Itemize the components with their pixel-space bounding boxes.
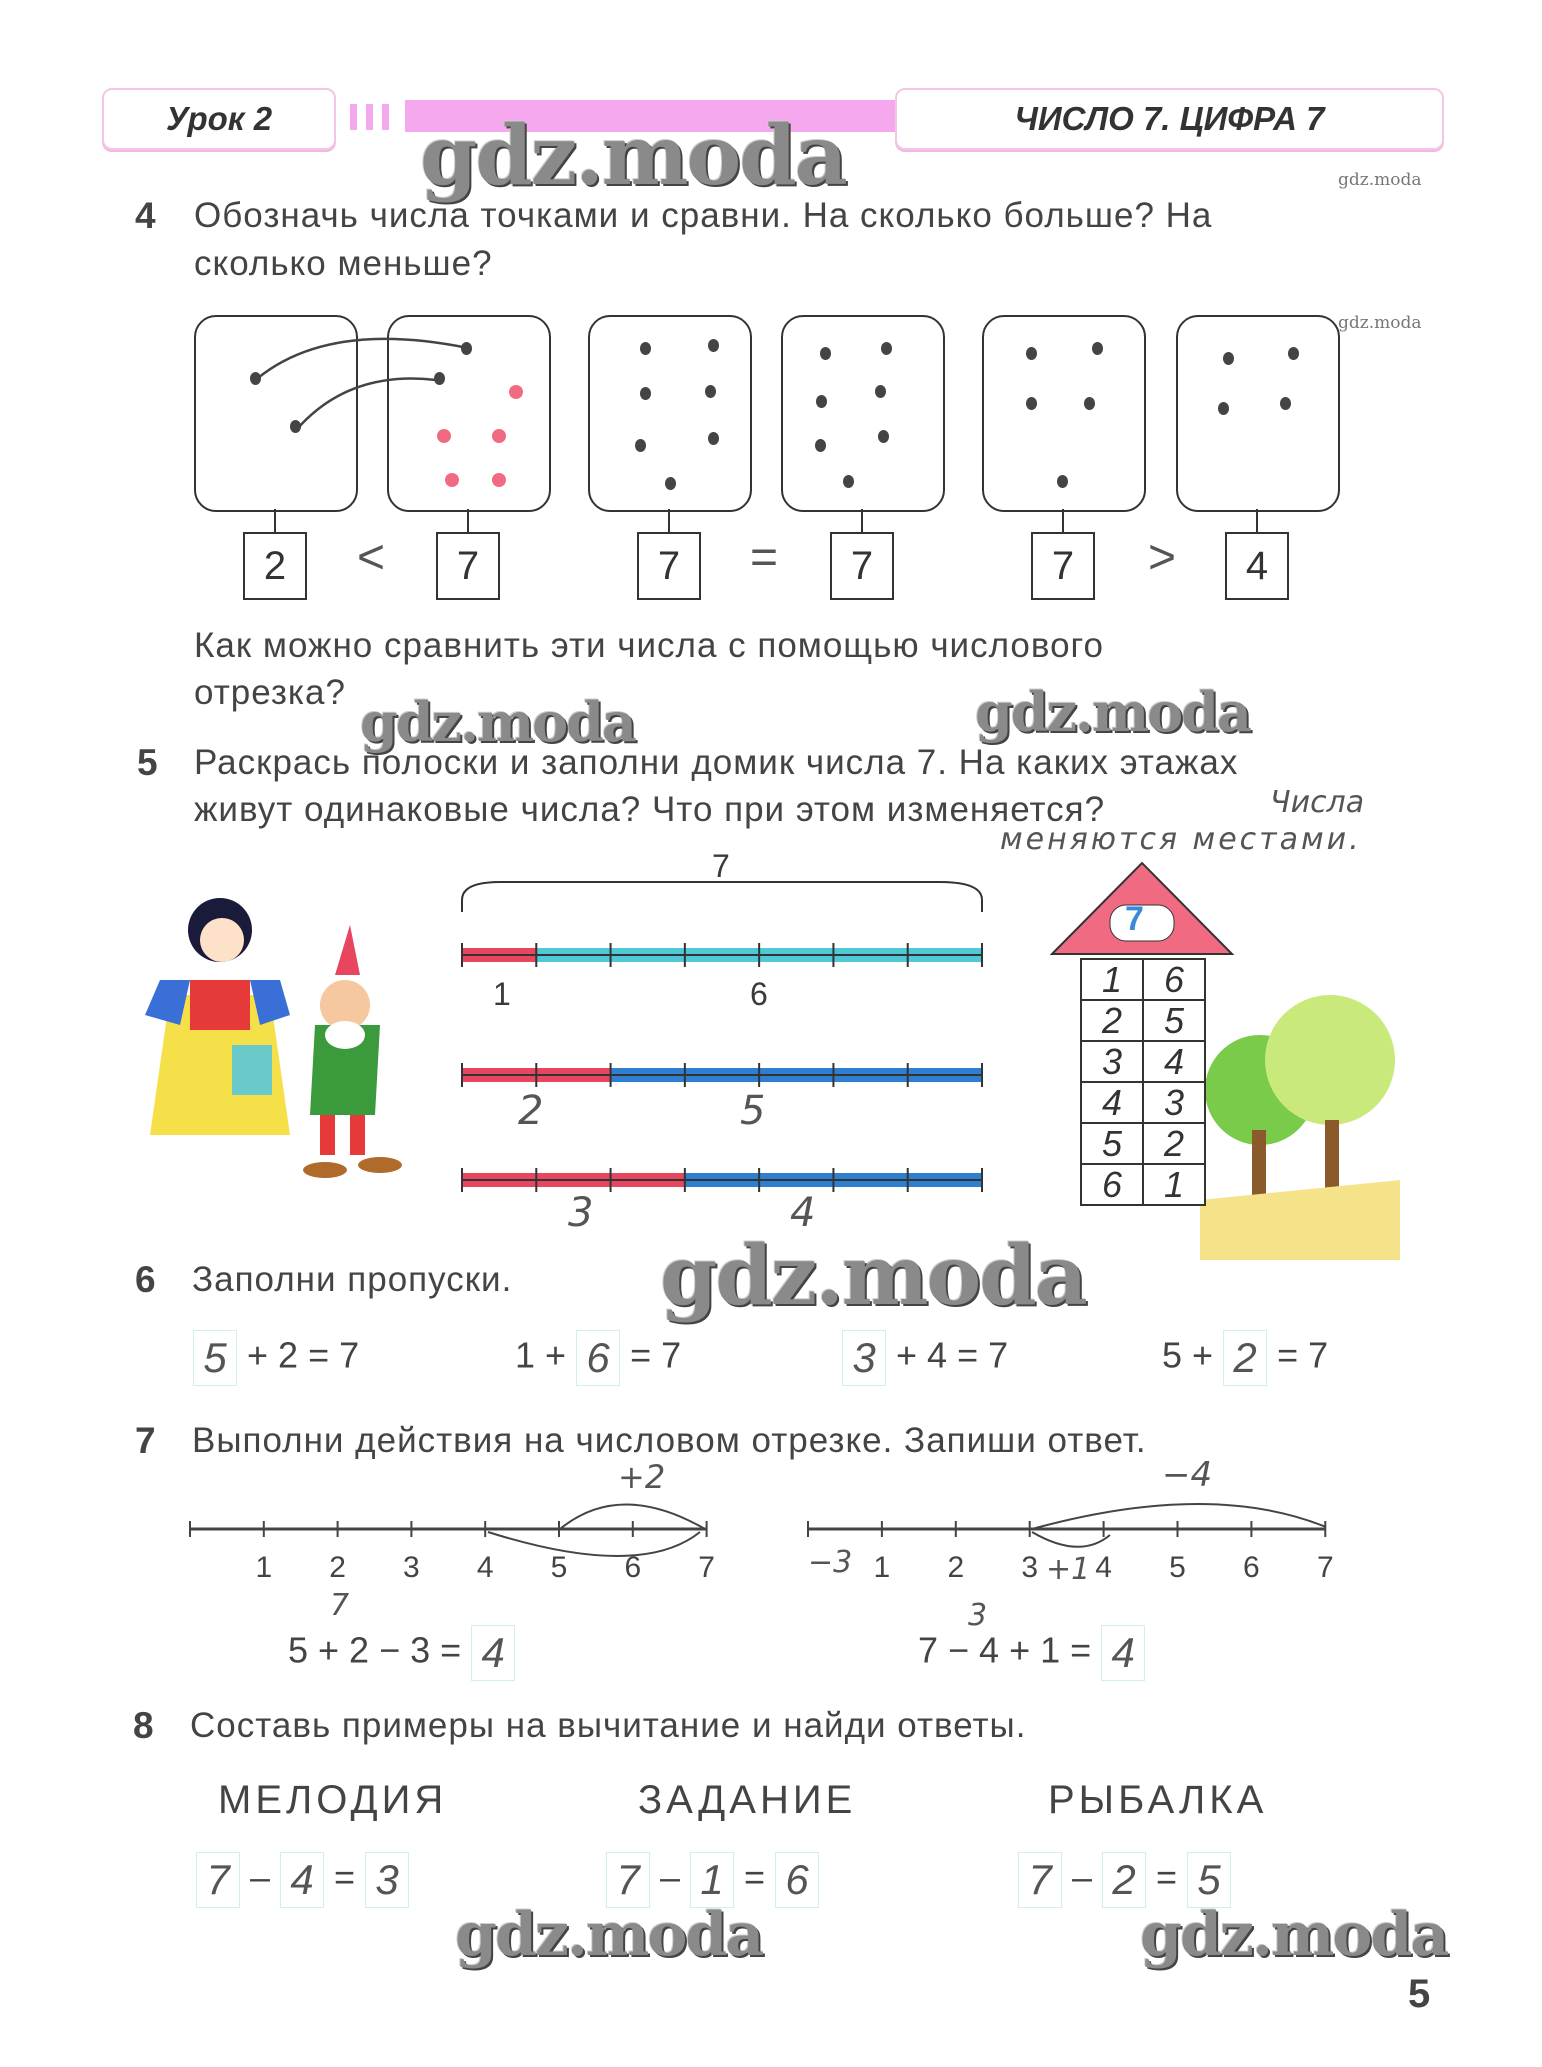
watermark-small: gdz.moda xyxy=(1338,170,1422,190)
tick-label: 2 xyxy=(947,1551,965,1584)
task-text: живут одинаковые числа? Что при этом изменяется? xyxy=(194,790,1106,829)
expression-left: 5 + 2 − 3 = 4 xyxy=(288,1625,515,1681)
tick-label: 1 xyxy=(873,1551,891,1584)
task-text: сколько меньше? xyxy=(194,244,493,283)
number-box[interactable]: 7 xyxy=(1031,532,1095,600)
arc-label: −3 xyxy=(808,1545,853,1580)
house-cell[interactable]: 2 xyxy=(1082,1001,1144,1040)
subtraction-equation: 7 – 4 = 3 xyxy=(196,1852,409,1908)
answer-box[interactable]: 4 xyxy=(1101,1625,1145,1681)
watermark: gdz.moda xyxy=(975,680,1250,744)
dot-card xyxy=(982,315,1146,512)
strip-label: 4 xyxy=(790,1190,816,1236)
topic-title: ЧИСЛО 7. ЦИФРА 7 xyxy=(895,88,1444,150)
tick-label: 2 xyxy=(329,1551,346,1584)
tick-label: 7 xyxy=(698,1551,715,1584)
fill-equation: 5 + 2 = 7 xyxy=(193,1330,359,1386)
tick-label: 5 xyxy=(550,1551,568,1584)
answer-box[interactable]: 2 xyxy=(1223,1330,1267,1386)
answer-box[interactable]: 3 xyxy=(842,1330,886,1386)
subtraction-equation: 7 – 1 = 6 xyxy=(606,1852,819,1908)
task-text: Выполни действия на числовом отрезке. Запиши ответ. xyxy=(192,1421,1147,1460)
watermark: gdz.moda xyxy=(1140,1900,1448,1970)
word: ЗАДАНИЕ xyxy=(638,1778,857,1822)
strip-label: 6 xyxy=(750,976,768,1012)
tick-label: 6 xyxy=(624,1551,642,1584)
house-number: 7 xyxy=(1125,900,1144,938)
answer-box[interactable]: 6 xyxy=(576,1330,620,1386)
tick-label: 1 xyxy=(255,1551,273,1584)
page-number: 5 xyxy=(1408,1972,1431,2016)
strip-label: 5 xyxy=(740,1088,766,1134)
expression-right: 7 − 4 + 1 = 4 xyxy=(918,1625,1145,1681)
trees-illustration xyxy=(1200,970,1410,1270)
task-number: 7 xyxy=(135,1420,156,1461)
compare-sign[interactable]: < xyxy=(357,531,386,584)
arc-label: +1 xyxy=(1046,1552,1091,1587)
tick-label: 3 xyxy=(1021,1551,1039,1584)
house-cell[interactable]: 6 xyxy=(1163,959,1185,1000)
tick-label: 7 xyxy=(1316,1551,1334,1584)
task-number: 6 xyxy=(135,1259,156,1300)
task-text: Раскрась полоски и заполни домик числа 7. На каких этажах xyxy=(194,743,1239,782)
fill-equation: 1 + 6 = 7 xyxy=(515,1330,681,1386)
answer-box[interactable]: 4 xyxy=(471,1625,515,1681)
task-question: отрезка? xyxy=(194,673,346,712)
house-cell[interactable]: 1 xyxy=(1082,960,1144,999)
watermark: gdz.moda xyxy=(420,108,846,204)
strip-label: 3 xyxy=(568,1190,594,1236)
watermark: gdz.moda xyxy=(455,1900,763,1970)
snow-white-and-gnome-illustration xyxy=(140,885,410,1205)
strip-total: 7 xyxy=(712,848,730,884)
fill-equation: 3 + 4 = 7 xyxy=(842,1330,1008,1386)
tick-label: 5 xyxy=(1169,1551,1186,1584)
number-lines xyxy=(0,1460,1542,1600)
number-house xyxy=(1080,958,1206,1206)
house-cell[interactable]: 3 xyxy=(1163,1082,1185,1123)
strip-label: 2 xyxy=(518,1088,544,1134)
house-cell[interactable]: 3 xyxy=(1082,1042,1144,1081)
word: РЫБАЛКА xyxy=(1048,1778,1268,1822)
intermediate-note: 3 xyxy=(968,1598,988,1633)
task-number: 4 xyxy=(135,195,156,236)
word: МЕЛОДИЯ xyxy=(218,1778,448,1822)
number-box[interactable]: 7 xyxy=(637,532,701,600)
task-text: Обозначь числа точками и сравни. На сколько больше? На xyxy=(194,196,1213,235)
arc-label: +2 xyxy=(618,1458,666,1496)
house-cell[interactable]: 4 xyxy=(1163,1041,1185,1082)
lesson-label: Урок 2 xyxy=(102,88,336,150)
number-box[interactable]: 7 xyxy=(436,532,500,600)
fill-equation: 5 + 2 = 7 xyxy=(1162,1330,1328,1386)
compare-sign[interactable]: > xyxy=(1148,531,1177,584)
house-cell[interactable]: 6 xyxy=(1082,1165,1144,1204)
task-question: Как можно сравнить эти числа с помощью числового xyxy=(194,626,1105,665)
tick-label: 4 xyxy=(1095,1551,1112,1584)
house-floor xyxy=(1082,1001,1204,1042)
watermark: gdz.moda xyxy=(660,1228,1086,1324)
dot-card xyxy=(1176,315,1340,512)
dot-card xyxy=(781,315,945,512)
house-floor xyxy=(1082,1124,1204,1165)
number-box[interactable]: 4 xyxy=(1225,532,1289,600)
number-box[interactable]: 2 xyxy=(243,532,307,600)
task-number: 5 xyxy=(137,742,158,783)
house-cell[interactable]: 4 xyxy=(1082,1083,1144,1122)
handwritten-answer: Числа xyxy=(1270,785,1365,820)
house-floor xyxy=(1082,1042,1204,1083)
handwritten-answer: меняются местами. xyxy=(1000,822,1362,857)
house-floor xyxy=(1082,1083,1204,1124)
house-floor xyxy=(1082,960,1204,1001)
watermark: gdz.moda xyxy=(360,690,635,754)
intermediate-note: 7 xyxy=(330,1588,350,1623)
house-cell[interactable]: 5 xyxy=(1082,1124,1144,1163)
task-text: Заполни пропуски. xyxy=(192,1260,513,1299)
tick-label: 6 xyxy=(1243,1551,1260,1584)
strips-diagram xyxy=(440,860,1000,1220)
watermark-small: gdz.moda xyxy=(1338,313,1422,333)
task-text: Составь примеры на вычитание и найди ответы. xyxy=(190,1706,1027,1745)
answer-box[interactable]: 5 xyxy=(193,1330,237,1386)
arc-label: −4 xyxy=(1162,1455,1213,1495)
tick-label: 4 xyxy=(476,1551,494,1584)
house-cell[interactable]: 1 xyxy=(1163,1164,1185,1205)
house-cell[interactable]: 2 xyxy=(1163,1123,1185,1164)
tick-label: 3 xyxy=(403,1551,420,1584)
house-cell[interactable]: 5 xyxy=(1163,1000,1185,1041)
compare-sign[interactable]: = xyxy=(750,531,779,584)
strip-label: 1 xyxy=(493,976,511,1012)
number-box[interactable]: 7 xyxy=(830,532,894,600)
subtraction-equation: 7 – 2 = 5 xyxy=(1018,1852,1231,1908)
brace xyxy=(462,882,982,912)
house-floor xyxy=(1082,1165,1204,1206)
task-number: 8 xyxy=(133,1705,154,1746)
dot-card xyxy=(588,315,752,512)
